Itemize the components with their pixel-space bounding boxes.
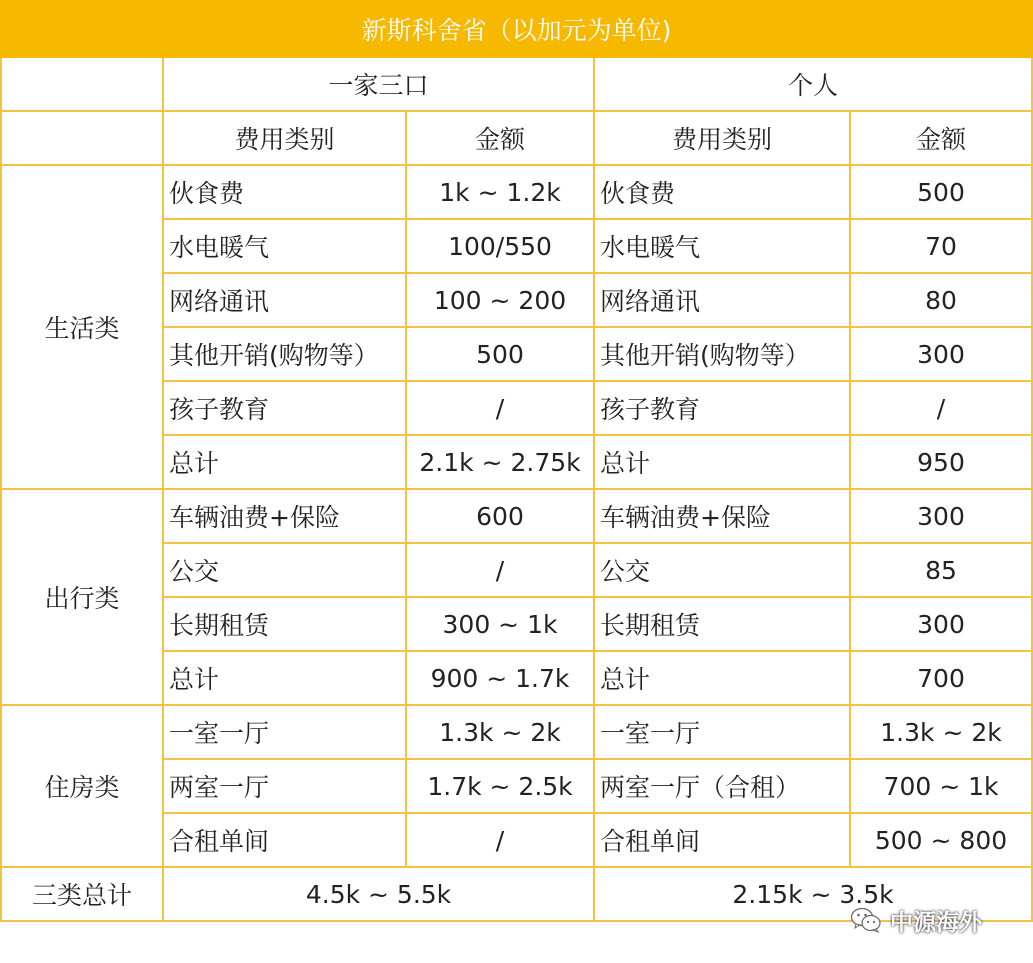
column-header-row <box>1 111 1032 165</box>
grand-total-family: 4.5k ~ 5.5k <box>163 867 594 921</box>
watermark-text: 中源海外 <box>890 909 982 936</box>
family-amount-cell: 900 ~ 1.7k <box>406 651 594 705</box>
family-item-cell: 公交 <box>163 543 406 597</box>
individual-amount-cell: 85 <box>850 543 1032 597</box>
individual-amount-cell: 1.3k ~ 2k <box>850 705 1032 759</box>
individual-item-cell: 两室一厅（合租） <box>594 759 850 813</box>
family-item-cell: 其他开销(购物等） <box>163 327 406 381</box>
individual-amount-cell: 300 <box>850 327 1032 381</box>
individual-amount-cell: 700 <box>850 651 1032 705</box>
table-row <box>1 705 1032 759</box>
individual-item-cell: 水电暖气 <box>594 219 850 273</box>
individual-amount-cell: 700 ~ 1k <box>850 759 1032 813</box>
family-item-cell: 网络通讯 <box>163 273 406 327</box>
individual-amount-cell: / <box>850 381 1032 435</box>
family-amount-cell: 500 <box>406 327 594 381</box>
individual-item-cell: 合租单间 <box>594 813 850 867</box>
individual-amount-header: 金额 <box>850 111 1032 165</box>
family-item-cell: 合租单间 <box>163 813 406 867</box>
individual-item-cell: 网络通讯 <box>594 273 850 327</box>
group-individual: 个人 <box>594 57 1032 111</box>
title-row <box>1 1 1032 57</box>
individual-amount-cell: 950 <box>850 435 1032 489</box>
family-amount-cell: 1.3k ~ 2k <box>406 705 594 759</box>
individual-item-cell: 总计 <box>594 435 850 489</box>
family-amount-cell: 100/550 <box>406 219 594 273</box>
individual-amount-cell: 500 <box>850 165 1032 219</box>
corner-cell <box>1 111 163 165</box>
family-item-cell: 伙食费 <box>163 165 406 219</box>
grand-total-individual: 2.15k ~ 3.5k <box>594 867 1032 921</box>
family-item-cell: 长期租赁 <box>163 597 406 651</box>
group-header-row <box>1 57 1032 111</box>
individual-item-cell: 总计 <box>594 651 850 705</box>
family-amount-cell: 1.7k ~ 2.5k <box>406 759 594 813</box>
table-row <box>1 165 1032 219</box>
family-amount-cell: / <box>406 813 594 867</box>
family-amount-cell: 1k ~ 1.2k <box>406 165 594 219</box>
section-label: 住房类 <box>1 705 163 867</box>
wechat-icon <box>850 906 882 934</box>
individual-amount-cell: 300 <box>850 489 1032 543</box>
family-amount-cell: / <box>406 381 594 435</box>
individual-amount-cell: 70 <box>850 219 1032 273</box>
family-amount-cell: 600 <box>406 489 594 543</box>
individual-amount-cell: 80 <box>850 273 1032 327</box>
family-item-cell: 水电暖气 <box>163 219 406 273</box>
watermark <box>850 900 1020 940</box>
table-body <box>1 1 1032 921</box>
individual-item-cell: 车辆油费+保险 <box>594 489 850 543</box>
section-label: 生活类 <box>1 165 163 489</box>
family-category-header: 费用类别 <box>163 111 406 165</box>
family-amount-cell: 2.1k ~ 2.75k <box>406 435 594 489</box>
family-item-cell: 一室一厅 <box>163 705 406 759</box>
group-family: 一家三口 <box>163 57 594 111</box>
family-amount-cell: 100 ~ 200 <box>406 273 594 327</box>
individual-amount-cell: 300 <box>850 597 1032 651</box>
table-row <box>1 489 1032 543</box>
family-item-cell: 车辆油费+保险 <box>163 489 406 543</box>
individual-item-cell: 一室一厅 <box>594 705 850 759</box>
family-amount-cell: / <box>406 543 594 597</box>
individual-category-header: 费用类别 <box>594 111 850 165</box>
individual-amount-cell: 500 ~ 800 <box>850 813 1032 867</box>
grand-total-label: 三类总计 <box>1 867 163 921</box>
family-amount-header: 金额 <box>406 111 594 165</box>
family-item-cell: 两室一厅 <box>163 759 406 813</box>
section-label: 出行类 <box>1 489 163 705</box>
family-amount-cell: 300 ~ 1k <box>406 597 594 651</box>
individual-item-cell: 伙食费 <box>594 165 850 219</box>
individual-item-cell: 长期租赁 <box>594 597 850 651</box>
table-title: 新斯科舍省（以加元为单位) <box>1 1 1032 57</box>
family-item-cell: 总计 <box>163 435 406 489</box>
family-item-cell: 总计 <box>163 651 406 705</box>
family-item-cell: 孩子教育 <box>163 381 406 435</box>
individual-item-cell: 孩子教育 <box>594 381 850 435</box>
corner-cell <box>1 57 163 111</box>
individual-item-cell: 其他开销(购物等） <box>594 327 850 381</box>
individual-item-cell: 公交 <box>594 543 850 597</box>
